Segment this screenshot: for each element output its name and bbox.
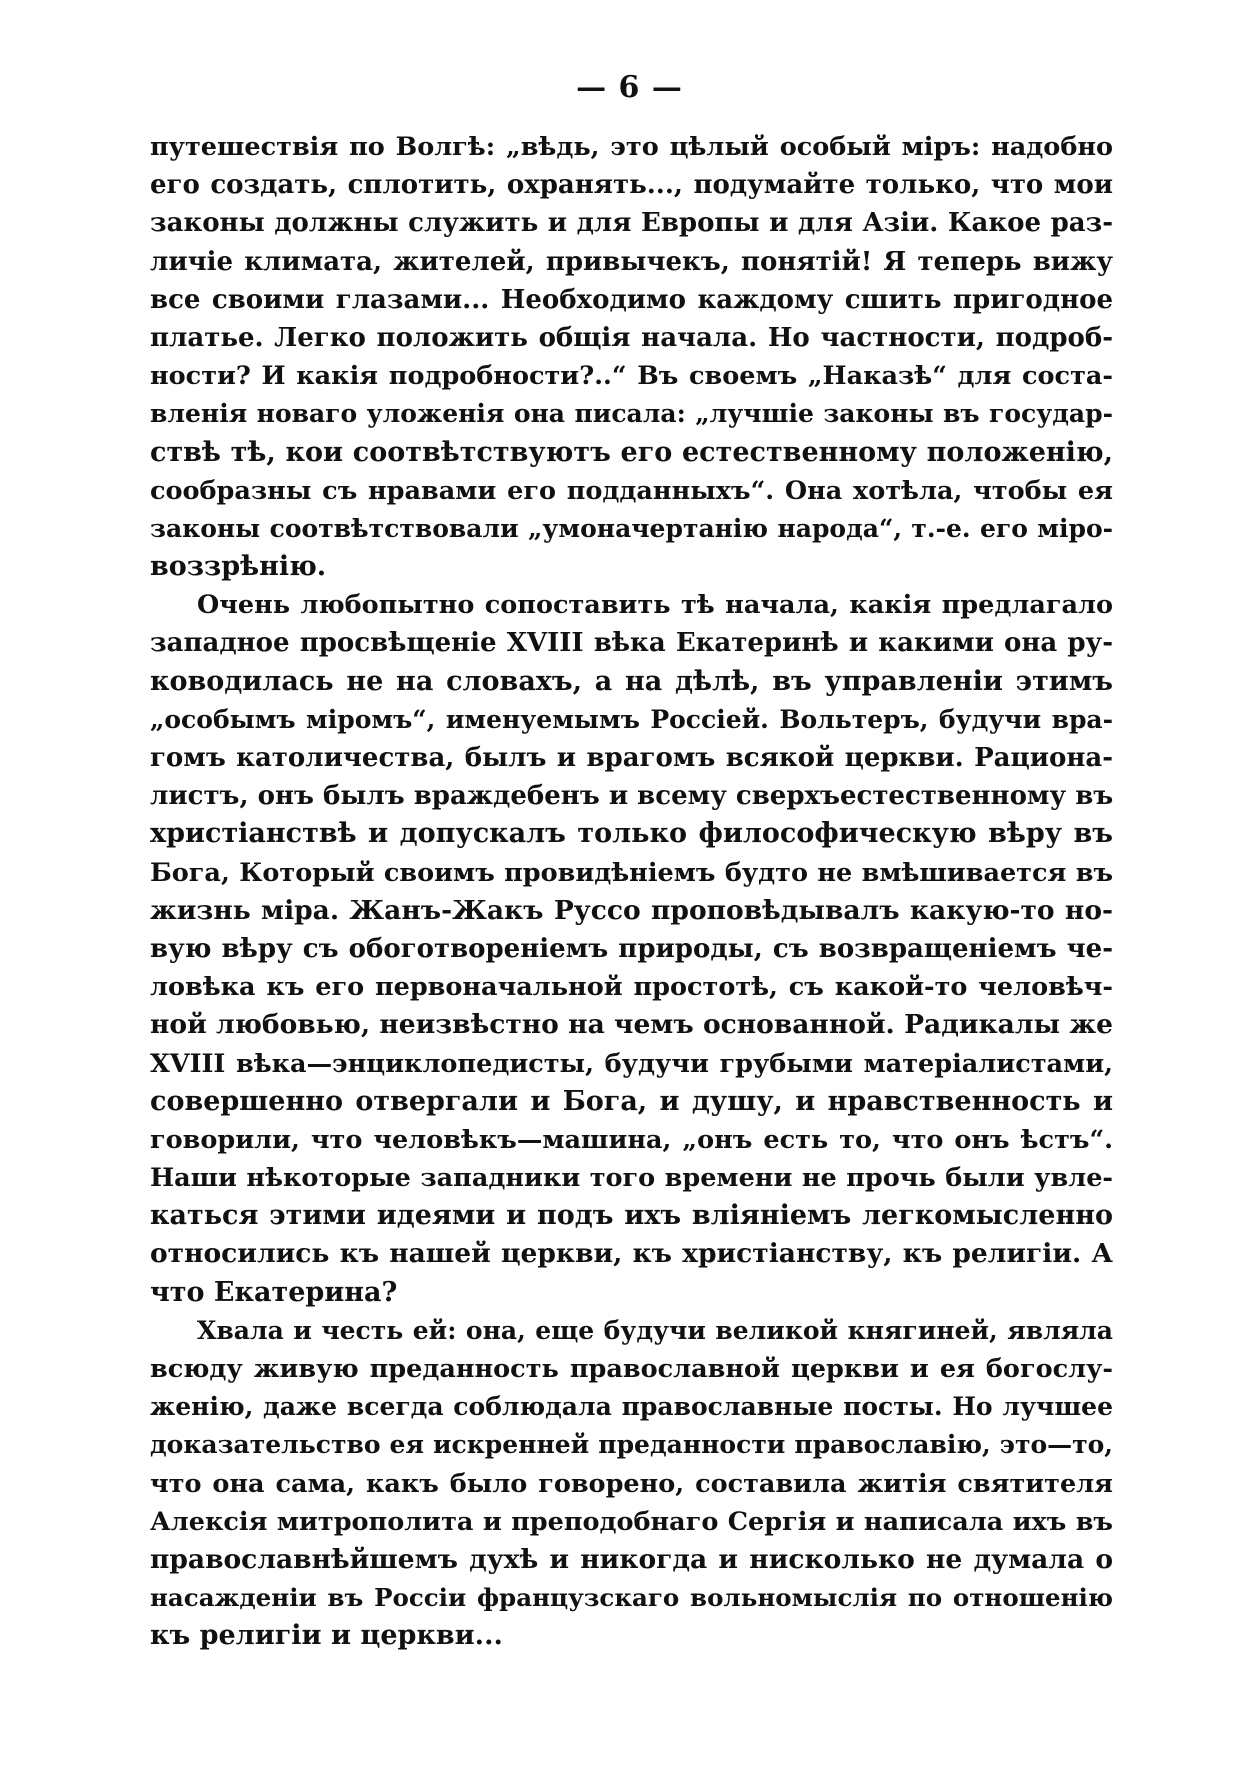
text-line: доказательство ея искренней преданности православію, это—то,: [150, 1430, 1113, 1460]
text-line: ствѣ тѣ, кои соотвѣтствуютъ его естественному положенію,: [150, 436, 1113, 468]
text-line: каться этими идеями и подъ ихъ вліяніемъ легкомысленно: [150, 1200, 1113, 1232]
text-line: женію, даже всегда соблюдала православные посты. Но лучшее: [150, 1392, 1113, 1422]
text-line: вленія новаго уложенія она писала: „лучшіе законы въ государ-: [150, 399, 1113, 429]
paragraph-1: [150, 128, 1113, 586]
text-line: ловѣка къ его первоначальной простотѣ, съ какой-то человѣч-: [150, 972, 1113, 1003]
text-line: XVIII вѣка—энциклопедисты, будучи грубыми матеріалистами,: [150, 1048, 1113, 1079]
text-line: ной любовью, неизвѣстно на чемъ основанной. Радикалы же: [150, 1009, 1113, 1041]
body-text: [150, 128, 1113, 1656]
paragraph-3: [150, 1312, 1113, 1656]
text-line: воззрѣнію.: [150, 551, 327, 583]
text-line: платье. Легко положить общія начала. Но частности, подроб-: [150, 322, 1113, 353]
text-line: западное просвѣщеніе XVIII вѣка Екатеринѣ и какими она ру-: [150, 628, 1113, 659]
text-line: листъ, онъ былъ враждебенъ и всему сверхъестественному въ: [150, 781, 1113, 812]
text-line: относились къ нашей церкви, къ христіанству, къ религіи. А: [150, 1238, 1113, 1270]
text-line: говорили, что человѣкъ—машина, „онъ есть то, что онъ ѣстъ“.: [150, 1124, 1113, 1155]
text-line: личіе климата, жителей, привычекъ, понятій! Я теперь вижу: [150, 246, 1113, 277]
text-line: ности? И какія подробности?..“ Въ своемъ „Наказѣ“ для соста-: [150, 361, 1113, 392]
paragraph-2: [150, 586, 1113, 1312]
text-line: что она сама, какъ было говорено, составила житія святителя: [150, 1468, 1113, 1499]
text-line: Наши нѣкоторые западники того времени не прочь были увле-: [150, 1163, 1113, 1194]
text-line: совершенно отвергали и Бога, и душу, и нравственность и: [150, 1085, 1113, 1117]
page-number: — 6 —: [576, 70, 683, 105]
text-line: всюду живую преданность православной церкви и ея богослу-: [150, 1354, 1113, 1384]
text-line: Алексія митрополита и преподобнаго Сергія и написала ихъ въ: [150, 1506, 1113, 1537]
text-line: законы соотвѣтствовали „умоначертанію народа“, т.-е. его міро-: [150, 513, 1113, 543]
text-line: Хвала и честь ей: она, еще будучи великой княгиней, являла: [197, 1315, 1113, 1345]
text-line: сообразны съ нравами его подданныхъ“. Она хотѣла, чтобы ея: [150, 475, 1113, 506]
text-line: Бога, Который своимъ провидѣніемъ будто не вмѣшивается въ: [150, 857, 1113, 888]
text-line: что Екатерина?: [150, 1276, 398, 1308]
text-line: насажденіи въ Россіи французскаго вольномыслія по отношенію: [150, 1583, 1113, 1613]
text-line: вую вѣру съ обоготвореніемъ природы, съ возвращеніемъ че-: [150, 933, 1113, 964]
text-line: путешествія по Волгѣ: „вѣдь, это цѣлый особый міръ: надобно: [150, 132, 1113, 162]
text-line: его создать, сплотить, охранять..., подумайте только, что мои: [150, 170, 1113, 201]
text-line: „особымъ міромъ“, именуемымъ Россіей. Вольтеръ, будучи вра-: [150, 704, 1113, 734]
text-line: гомъ католичества, былъ и врагомъ всякой церкви. Рациона-: [150, 743, 1113, 773]
text-line: ководилась не на словахъ, а на дѣлѣ, въ управленіи этимъ: [150, 665, 1113, 697]
text-line: христіанствѣ и допускалъ только философическую вѣру въ: [150, 818, 1113, 850]
text-line: Очень любопытно сопоставить тѣ начала, какія предлагало: [197, 590, 1113, 621]
text-line: законы должны служить и для Европы и для Азіи. Какое раз-: [150, 208, 1113, 239]
text-line: православнѣйшемъ духѣ и никогда и нисколько не думала о: [150, 1543, 1113, 1575]
text-line: къ религіи и церкви...: [150, 1620, 503, 1652]
text-line: все своими глазами... Необходимо каждому сшить пригодное: [150, 284, 1113, 315]
text-line: жизнь міра. Жанъ-Жакъ Руссо проповѣдывалъ какую-то но-: [150, 894, 1113, 926]
